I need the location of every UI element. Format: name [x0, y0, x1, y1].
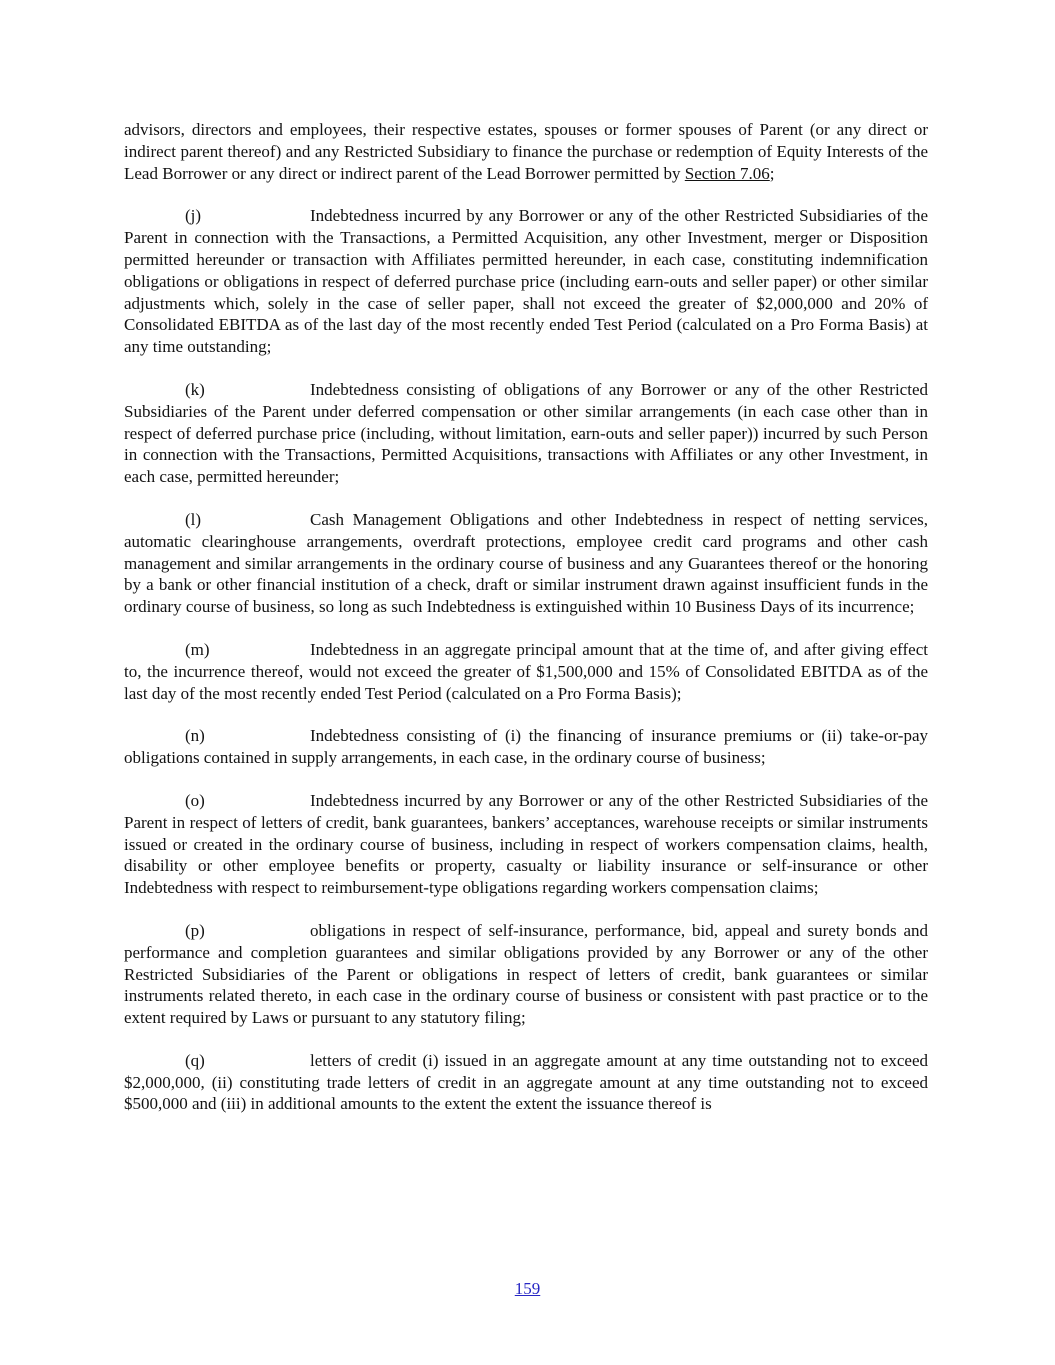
clause-label: (p)	[185, 920, 205, 940]
clause-list	[124, 205, 928, 1115]
clause-text: Indebtedness in an aggregate principal amount that at the time of, and after giving effect to, the incurrence thereof, would not exceed the greater of $1,500,000 and 15% of Consolidated EBITDA as of the last day of the most recently ended Test Period (calculated on a Pro Forma Basis);	[124, 639, 928, 703]
page-content	[124, 119, 928, 1136]
section-reference: Section 7.06	[684, 163, 770, 183]
clause-label: (o)	[185, 790, 205, 810]
clause-m	[124, 639, 928, 704]
clause-text: Indebtedness incurred by any Borrower or any of the other Restricted Subsidiaries of the Parent in respect of letters of credit, bank guarantees, bankers’ acceptances, warehouse receipts or similar instruments issued or created in the ordinary course of business, including in respect of workers compensation claims, health, disability or other employee benefits or property, casualty or liability insurance or self-insurance or other Indebtedness with respect to reimbursement-type obligations regarding workers compensation claims;	[124, 790, 928, 898]
clause-text: Indebtedness consisting of obligations of any Borrower or any of the other Restricted Subsidiaries of the Parent under deferred compensation or other similar arrangements (in each case other than in respect of deferred purchase price (including, without limitation, earn-outs and seller paper)) incurred by such Person in connection with the Transactions, Permitted Acquisitions, transactions with Affiliates or any other Investment, in each case, permitted hereunder;	[124, 379, 928, 487]
intro-paragraph	[124, 119, 928, 184]
clause-q	[124, 1050, 928, 1115]
clause-o	[124, 790, 928, 899]
page-number-link[interactable]: 159	[514, 1279, 541, 1298]
clause-text: obligations in respect of self-insurance, performance, bid, appeal and surety bonds and performance and completion guarantees and similar obligations provided by any Borrower or any of the other Restricted Subsidiaries of the Parent or obligations in respect of letters of credit, bank guarantees or similar instruments related thereto, in each case in the ordinary course of business or consistent with past practice or to the extent required by Laws or pursuant to any statutory filing;	[124, 920, 928, 1028]
intro-text: ;	[769, 163, 775, 183]
clause-l	[124, 509, 928, 618]
clause-text: Cash Management Obligations and other Indebtedness in respect of netting services, automatic clearinghouse arrangements, overdraft protections, employee credit card programs and other cash management and similar arrangements in the ordinary course of business and any Guarantees thereof or the honoring by a bank or other financial institution of a check, draft or similar instrument drawn against insufficient funds in the ordinary course of business, so long as such Indebtedness is extinguished within 10 Business Days of its incurrence;	[124, 509, 928, 617]
clause-j	[124, 205, 928, 358]
clause-label: (m)	[185, 639, 210, 659]
clause-text: letters of credit (i) issued in an aggregate amount at any time outstanding not to exceed $2,000,000, (ii) constituting trade letters of credit in an aggregate amount at any time outstanding not to exceed $500,000 and (iii) in additional amounts to the extent the extent the issuance thereof is	[124, 1050, 928, 1114]
clause-text: Indebtedness incurred by any Borrower or any of the other Restricted Subsidiaries of the Parent in connection with the Transactions, a Permitted Acquisition, any other Investment, merger or Disposition permitted hereunder or transaction with Affiliates permitted hereunder, in each case, constituting indemnification obligations or obligations in respect of deferred purchase price (including earn-outs and seller paper) or other similar adjustments which, solely in the case of seller paper, shall not exceed the greater of $2,000,000 and 20% of Consolidated EBITDA as of the last day of the most recently ended Test Period (calculated on a Pro Forma Basis) at any time outstanding;	[124, 206, 928, 357]
clause-p	[124, 920, 928, 1029]
clause-n	[124, 725, 928, 769]
clause-label: (n)	[185, 726, 205, 746]
clause-text: Indebtedness consisting of (i) the financing of insurance premiums or (ii) take-or-pay obligations contained in supply arrangements, in each case, in the ordinary course of business;	[124, 726, 928, 768]
page-footer	[0, 1278, 1055, 1300]
clause-k	[124, 379, 928, 488]
clause-label: (l)	[185, 509, 202, 529]
intro-text: advisors, directors and employees, their respective estates, spouses or former spouses of Parent (or any direct or indirect parent thereof) and any Restricted Subsidiary to finance the purchase or redemption of Equity Interests of the Lead Borrower or any direct or indirect parent of the Lead Borrower permitted by	[124, 120, 928, 183]
clause-label: (k)	[185, 379, 205, 399]
clause-label: (j)	[185, 206, 202, 226]
clause-label: (q)	[185, 1050, 205, 1070]
